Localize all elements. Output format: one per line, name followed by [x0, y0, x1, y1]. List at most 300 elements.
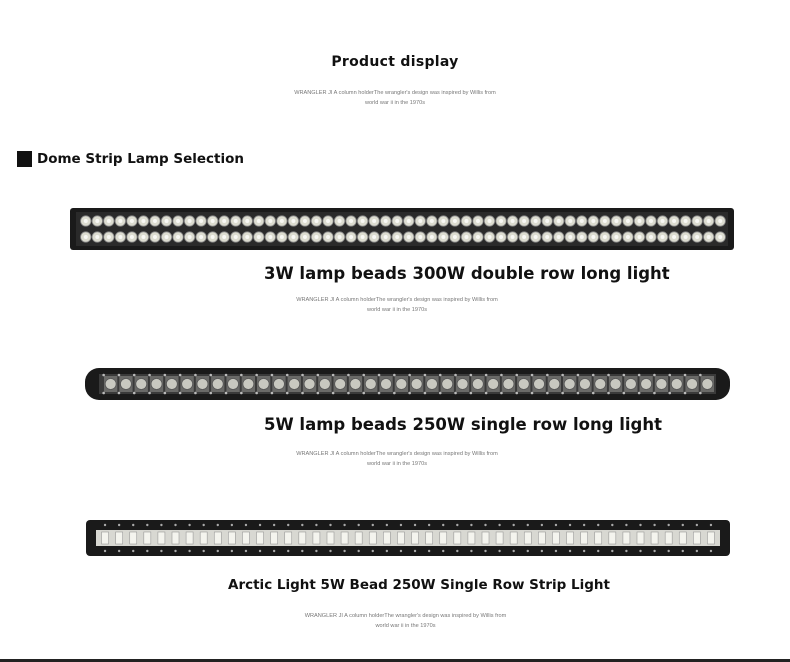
screw [160, 524, 162, 526]
screw [148, 392, 151, 395]
screw [546, 374, 549, 377]
screw [531, 374, 534, 377]
led-center [268, 235, 272, 239]
led-center [407, 219, 411, 223]
led-bead [289, 379, 300, 390]
led-center [268, 219, 272, 223]
screw [710, 550, 712, 552]
screw [668, 392, 671, 395]
screw [667, 550, 669, 552]
screw [428, 550, 430, 552]
led-center [361, 235, 365, 239]
screw [541, 550, 543, 552]
screw [470, 524, 472, 526]
led-center [84, 219, 88, 223]
screw [202, 524, 204, 526]
screw [202, 550, 204, 552]
led-center [153, 235, 157, 239]
led-center [568, 219, 572, 223]
product-desc-3 [278, 611, 533, 631]
led-center [580, 235, 584, 239]
led-center [165, 235, 169, 239]
screw [569, 524, 571, 526]
led-bead [671, 379, 682, 390]
led-center [626, 219, 630, 223]
led-center [626, 235, 630, 239]
led-center [199, 219, 203, 223]
screw [583, 524, 585, 526]
led-bead [518, 379, 529, 390]
screw [209, 392, 212, 395]
screw [484, 524, 486, 526]
led-center [430, 235, 434, 239]
led-bead [299, 532, 306, 544]
led-center [95, 235, 99, 239]
screw [240, 392, 243, 395]
screw [710, 524, 712, 526]
led-bead [257, 532, 264, 544]
led-center [637, 235, 641, 239]
led-bead [182, 379, 193, 390]
screw [102, 374, 105, 377]
led-center [107, 219, 111, 223]
led-bead [609, 532, 616, 544]
screw [414, 524, 416, 526]
led-center [476, 219, 480, 223]
led-center [176, 235, 180, 239]
screw [639, 524, 641, 526]
led-bead [144, 532, 151, 544]
screw [386, 524, 388, 526]
led-bead [496, 532, 503, 544]
screw [259, 524, 261, 526]
led-center [84, 235, 88, 239]
screw [541, 524, 543, 526]
led-center [303, 219, 307, 223]
screw [146, 550, 148, 552]
section-label: Dome Strip Lamp Selection [37, 151, 245, 167]
led-center [614, 219, 618, 223]
screw [414, 550, 416, 552]
screw [527, 550, 529, 552]
led-bead [564, 379, 575, 390]
screw [484, 550, 486, 552]
screw [104, 550, 106, 552]
led-bead [116, 532, 123, 544]
led-bead [273, 379, 284, 390]
led-center [245, 219, 249, 223]
screw [217, 550, 219, 552]
screw [329, 524, 331, 526]
led-bead [651, 532, 658, 544]
led-bead [510, 532, 517, 544]
screw [638, 374, 641, 377]
product-desc-1-line-2: world war ii in the 1970s [366, 307, 427, 313]
screw [271, 392, 274, 395]
led-bead [355, 532, 362, 544]
screw [301, 550, 303, 552]
led-bead [454, 532, 461, 544]
product-desc-1-line-1: WRANGLER JI A column holderThe wrangler's design was inspired by Willis from [296, 297, 498, 303]
led-bead [440, 532, 447, 544]
screw [179, 392, 182, 395]
led-bead [426, 532, 433, 544]
led-bead [396, 379, 407, 390]
screw [684, 374, 687, 377]
led-center [280, 219, 284, 223]
screw [561, 392, 564, 395]
led-center [245, 235, 249, 239]
screw [164, 374, 167, 377]
led-center [545, 219, 549, 223]
led-center [637, 219, 641, 223]
led-center [557, 235, 561, 239]
screw [668, 374, 671, 377]
screw [194, 374, 197, 377]
led-center [107, 235, 111, 239]
screw [470, 374, 473, 377]
led-center [511, 235, 515, 239]
led-bead [365, 379, 376, 390]
led-bead [105, 379, 116, 390]
led-bead [341, 532, 348, 544]
led-center [511, 219, 515, 223]
product-desc-2 [272, 449, 522, 469]
led-center [695, 219, 699, 223]
screw [386, 550, 388, 552]
screw [555, 550, 557, 552]
screw [500, 392, 503, 395]
led-center [372, 235, 376, 239]
led-bead [482, 532, 489, 544]
screw [362, 392, 365, 395]
screw [329, 550, 331, 552]
intro-text [270, 88, 520, 108]
screw [343, 550, 345, 552]
led-center [199, 235, 203, 239]
screw [179, 374, 182, 377]
led-center [522, 235, 526, 239]
screw [454, 392, 457, 395]
led-bead [641, 379, 652, 390]
screw [133, 374, 136, 377]
led-bead [581, 532, 588, 544]
screw [378, 374, 381, 377]
led-center [118, 235, 122, 239]
screw [485, 374, 488, 377]
led-center [718, 219, 722, 223]
led-center [384, 219, 388, 223]
led-bead [426, 379, 437, 390]
led-center [453, 219, 457, 223]
screw [611, 524, 613, 526]
led-center [349, 235, 353, 239]
screw [607, 374, 610, 377]
led-bead [411, 379, 422, 390]
screw [104, 524, 106, 526]
product-desc-2-line-1: WRANGLER JI A column holderThe wrangler's design was inspired by Willis from [296, 451, 498, 457]
screw [577, 374, 580, 377]
led-center [441, 219, 445, 223]
screw [667, 524, 669, 526]
screw [362, 374, 365, 377]
intro-line-1: WRANGLER JI A column holderThe wrangler's design was inspired by Willis from [294, 90, 496, 96]
screw [273, 550, 275, 552]
led-center [291, 219, 295, 223]
light-bar-single-row [85, 366, 730, 402]
screw [498, 550, 500, 552]
led-center [464, 219, 468, 223]
screw [546, 392, 549, 395]
screw [343, 524, 345, 526]
section-heading [17, 151, 244, 167]
led-center [476, 235, 480, 239]
product-caption-2: 5W lamp beads 250W single row long light [264, 415, 662, 434]
page-title: Product display [331, 54, 459, 70]
led-center [557, 219, 561, 223]
product-desc-2-line-2: world war ii in the 1970s [366, 461, 427, 467]
screw [301, 524, 303, 526]
led-bead [567, 532, 574, 544]
led-bead [623, 532, 630, 544]
screw [357, 524, 359, 526]
led-center [211, 235, 215, 239]
led-center [280, 235, 284, 239]
screw [456, 550, 458, 552]
led-center [603, 235, 607, 239]
screw [194, 392, 197, 395]
led-center [384, 235, 388, 239]
screw [527, 524, 529, 526]
screw [653, 374, 656, 377]
led-center [314, 235, 318, 239]
screw [174, 550, 176, 552]
light-bar-double-row [70, 206, 734, 252]
screw [682, 550, 684, 552]
screw [498, 524, 500, 526]
screw [245, 524, 247, 526]
led-bead [313, 532, 320, 544]
screw [623, 374, 626, 377]
product-desc-3-line-2: world war ii in the 1970s [375, 623, 436, 629]
screw [225, 374, 228, 377]
screw [118, 550, 120, 552]
screw [245, 550, 247, 552]
led-center [291, 235, 295, 239]
screw [623, 392, 626, 395]
led-center [534, 235, 538, 239]
led-center [222, 235, 226, 239]
led-bead [524, 532, 531, 544]
screw [561, 374, 564, 377]
led-bead [335, 379, 346, 390]
led-center [534, 219, 538, 223]
product-caption-3: Arctic Light 5W Bead 250W Single Row Strip Light [228, 577, 610, 593]
screw [512, 524, 514, 526]
screw [400, 550, 402, 552]
led-bead [468, 532, 475, 544]
screw [164, 392, 167, 395]
led-center [95, 219, 99, 223]
screw [259, 550, 261, 552]
led-center [488, 219, 492, 223]
led-center [603, 219, 607, 223]
screw [442, 524, 444, 526]
screw [638, 392, 641, 395]
led-bead [488, 379, 499, 390]
screw [512, 550, 514, 552]
led-bead [665, 532, 672, 544]
screw [456, 524, 458, 526]
led-center [672, 235, 676, 239]
led-bead [130, 532, 137, 544]
led-center [499, 219, 503, 223]
screw [118, 524, 120, 526]
led-center [684, 219, 688, 223]
led-bead [212, 379, 223, 390]
product-desc-1 [272, 295, 522, 315]
screw [699, 374, 702, 377]
screw [569, 550, 571, 552]
led-center [661, 235, 665, 239]
led-bead [166, 379, 177, 390]
screw [347, 374, 350, 377]
screw [188, 524, 190, 526]
led-center [499, 235, 503, 239]
screw [439, 392, 442, 395]
led-center [568, 235, 572, 239]
screw [597, 550, 599, 552]
screw [442, 550, 444, 552]
screw [372, 550, 374, 552]
led-center [153, 219, 157, 223]
led-center [707, 235, 711, 239]
led-bead [242, 532, 249, 544]
led-center [234, 219, 238, 223]
screw [424, 392, 427, 395]
intro-line-2: world war ii in the 1970s [364, 100, 425, 106]
led-bead [327, 532, 334, 544]
led-center [418, 235, 422, 239]
square-bullet-icon [17, 151, 32, 167]
screw [454, 374, 457, 377]
led-bead [656, 379, 667, 390]
led-center [441, 235, 445, 239]
led-bead [707, 532, 714, 544]
led-bead [702, 379, 713, 390]
screw [102, 392, 105, 395]
led-bead [549, 379, 560, 390]
screw [317, 374, 320, 377]
led-center [234, 235, 238, 239]
screw [286, 374, 289, 377]
led-bead [304, 379, 315, 390]
screw [625, 524, 627, 526]
led-bead [228, 379, 239, 390]
screw [699, 392, 702, 395]
led-center [707, 219, 711, 223]
led-center [464, 235, 468, 239]
screw [597, 524, 599, 526]
led-bead [350, 379, 361, 390]
screw [188, 550, 190, 552]
screw [393, 392, 396, 395]
screw [287, 550, 289, 552]
screw [315, 524, 317, 526]
led-bead [595, 379, 606, 390]
screw [148, 374, 151, 377]
screw [515, 392, 518, 395]
led-bead [172, 532, 179, 544]
screw [682, 524, 684, 526]
screw [132, 524, 134, 526]
screw [287, 524, 289, 526]
screw [428, 524, 430, 526]
screw [332, 392, 335, 395]
led-center [326, 219, 330, 223]
screw [653, 392, 656, 395]
screw [470, 392, 473, 395]
led-center [141, 219, 145, 223]
led-center [395, 219, 399, 223]
screw [393, 374, 396, 377]
led-bead [158, 532, 165, 544]
screw [696, 524, 698, 526]
led-bead [214, 532, 221, 544]
led-center [165, 219, 169, 223]
led-bead [534, 379, 545, 390]
screw [347, 392, 350, 395]
led-center [188, 219, 192, 223]
screw [301, 392, 304, 395]
led-bead [397, 532, 404, 544]
screw [357, 550, 359, 552]
screw [583, 550, 585, 552]
led-center [211, 219, 215, 223]
led-center [614, 235, 618, 239]
screw [500, 374, 503, 377]
led-center [130, 235, 134, 239]
led-bead [243, 379, 254, 390]
led-center [591, 219, 595, 223]
led-center [188, 235, 192, 239]
screw [372, 524, 374, 526]
screw [317, 392, 320, 395]
led-center [649, 219, 653, 223]
led-bead [442, 379, 453, 390]
led-center [349, 219, 353, 223]
led-center [580, 219, 584, 223]
screw [592, 374, 595, 377]
led-center [522, 219, 526, 223]
screw [592, 392, 595, 395]
screw [255, 392, 258, 395]
screw [485, 392, 488, 395]
led-center [718, 235, 722, 239]
led-bead [381, 379, 392, 390]
screw [209, 374, 212, 377]
screw [225, 392, 228, 395]
screw [160, 550, 162, 552]
led-center [338, 219, 342, 223]
led-bead [200, 532, 207, 544]
product-caption-1: 3W lamp beads 300W double row long light [264, 264, 670, 283]
led-center [453, 235, 457, 239]
screw [607, 392, 610, 395]
led-bead [136, 379, 147, 390]
screw [240, 374, 243, 377]
screw [408, 392, 411, 395]
